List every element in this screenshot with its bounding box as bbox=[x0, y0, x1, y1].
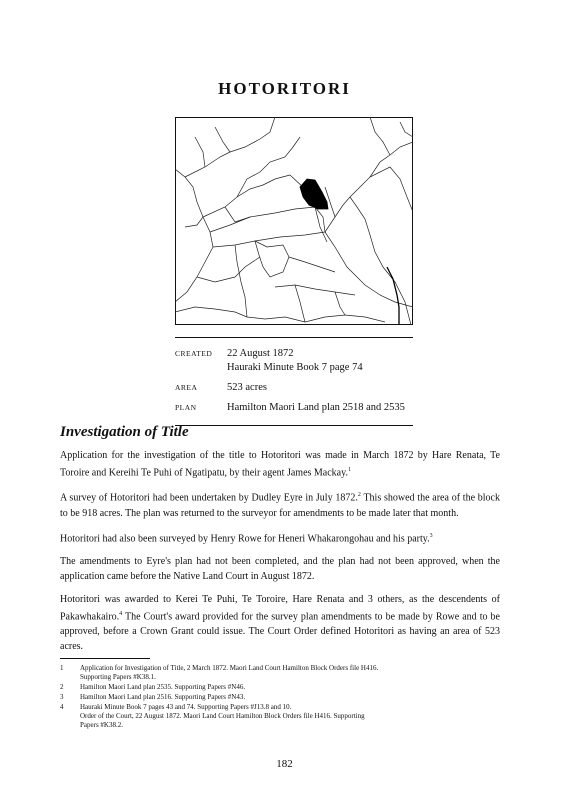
area-label: AREA bbox=[175, 383, 198, 392]
paragraph-text: Application for the investigation of the title to Hotoritori was made in March 1872 by Hare Renata, Te Toroire and Kereihi Te Puhi of Ngatipatu, by their agent James Mackay. bbox=[60, 450, 500, 479]
footnote-number: 3 bbox=[60, 693, 64, 701]
paragraph-text: Hotoritori had also been surveyed by Henry Rowe for Heneri Whakarongohau and his party. bbox=[60, 532, 430, 544]
footnote-text bbox=[80, 703, 500, 730]
footnotes bbox=[60, 664, 500, 731]
paragraph-text-continued: The Court's award provided for the survey plan amendments to be made by Rowe and to be approved, before a Crown Grant could issue. The Court Order defined Hotoritori as having an area of 523 acres. bbox=[60, 611, 500, 653]
footnote-text bbox=[80, 693, 500, 702]
block-location-map bbox=[175, 117, 413, 325]
footnote-line: Order of the Court, 22 August 1872. Maori Land Court Hamilton Block Orders file H416. Supporting bbox=[80, 712, 365, 720]
created-date: 22 August 1872 bbox=[227, 348, 294, 359]
footnote-text bbox=[80, 664, 500, 682]
section-heading: Investigation of Title bbox=[60, 424, 189, 440]
footnote-ref[interactable]: 2 bbox=[357, 492, 361, 499]
paragraph bbox=[60, 448, 500, 480]
block-details-table bbox=[175, 337, 413, 426]
plan-value: Hamilton Maori Land plan 2518 and 2535 bbox=[227, 402, 405, 413]
paragraph bbox=[60, 592, 500, 654]
footnote bbox=[60, 664, 500, 682]
footnote-line: Application for Investigation of Title, 2 March 1872. Maori Land Court Hamilton Block Orders file H416. bbox=[80, 664, 379, 672]
created-value bbox=[227, 347, 363, 375]
plan-row bbox=[175, 401, 413, 415]
page-number: 182 bbox=[276, 758, 293, 770]
footnote-ref[interactable]: 4 bbox=[119, 610, 123, 617]
footnote-text bbox=[80, 683, 500, 692]
footnote-line: Papers #K38.2. bbox=[80, 721, 123, 729]
page-title: HOTORITORI bbox=[218, 79, 351, 98]
footnote-line: Hamilton Maori Land plan 2516. Supporting Papers #N43. bbox=[80, 693, 246, 701]
footnote-ref[interactable]: 1 bbox=[347, 467, 351, 473]
footnote-number: 1 bbox=[60, 664, 64, 672]
plan-label: PLAN bbox=[175, 403, 197, 412]
footnote-line: Hauraki Minute Book 7 pages 43 and 74. Supporting Papers #J13.8 and 10. bbox=[80, 703, 292, 711]
footnote-ref[interactable]: 3 bbox=[429, 532, 433, 539]
map-frame bbox=[176, 118, 413, 325]
paragraph bbox=[60, 488, 500, 520]
footnote bbox=[60, 703, 500, 730]
area-row bbox=[175, 381, 413, 395]
paragraph-text: Hotoritori was awarded to Kerei Te Puhi, Te Toroire, Hare Renata and 3 others, as the descendents of Pakawhakairo. bbox=[60, 593, 500, 623]
footnote bbox=[60, 693, 500, 702]
footnote bbox=[60, 683, 500, 692]
footnote-line: Supporting Papers #K38.1. bbox=[80, 673, 156, 681]
area-value: 523 acres bbox=[227, 382, 267, 393]
created-label: CREATED bbox=[175, 349, 213, 358]
created-minute-book: Hauraki Minute Book 7 page 74 bbox=[227, 362, 363, 373]
created-row bbox=[175, 347, 413, 375]
paragraph-text: The amendments to Eyre's plan had not been completed, and the plan had not been approved, when the application came before the Native Land Court in August 1872. bbox=[60, 555, 500, 582]
footnote-number: 4 bbox=[60, 703, 64, 711]
paragraph bbox=[60, 529, 500, 546]
footnote-divider bbox=[60, 658, 150, 659]
body-text bbox=[60, 448, 500, 662]
map-graphic bbox=[175, 117, 413, 325]
paragraph-text-continued: This showed the area of the block to be 918 acres. The plan was returned to the surveyor for amendments to be made later that month. bbox=[60, 492, 500, 519]
footnote-number: 2 bbox=[60, 683, 64, 691]
paragraph bbox=[60, 554, 500, 584]
paragraph-text: A survey of Hotoritori had been undertaken by Dudley Eyre in July 1872. bbox=[60, 492, 358, 504]
footnote-line: Hamilton Maori Land plan 2535. Supporting Papers #N46. bbox=[80, 683, 246, 691]
